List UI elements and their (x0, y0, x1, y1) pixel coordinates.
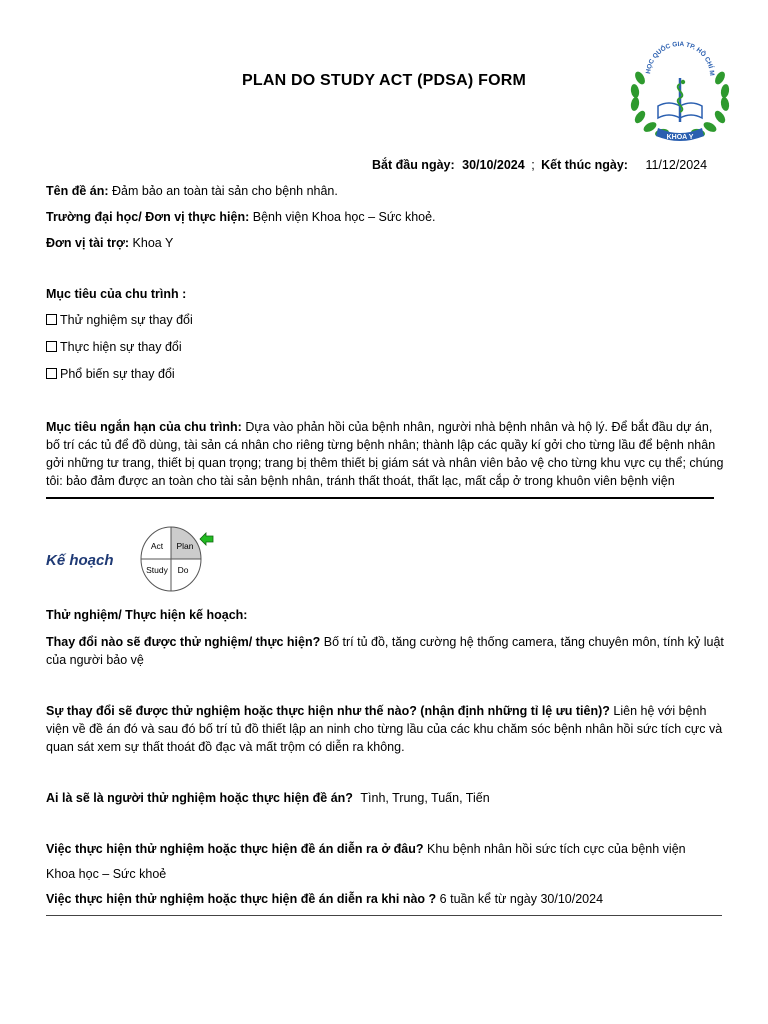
cycle-goal-label: Mục tiêu của chu trình : (46, 287, 187, 301)
short-term-goal (46, 418, 724, 490)
checkbox-test-change[interactable] (46, 314, 57, 325)
pdsa-do-label: Do (177, 565, 189, 575)
option-label: Phổ biến sự thay đổi (60, 367, 175, 381)
logo-arc-text: HỌC QUỐC GIA TP. HỒ CHÍ M (645, 40, 716, 77)
question-answer: Tình, Trung, Tuấn, Tiến (360, 791, 490, 805)
pdsa-cycle-diagram (140, 522, 218, 594)
project-name-label: Tên đề án: (46, 184, 109, 198)
sponsor-label: Đơn vị tài trợ: (46, 236, 130, 250)
question-where (46, 842, 686, 856)
start-date-label: Bắt đầu ngày: (372, 158, 455, 172)
project-name-value: Đảm bảo an toàn tài sản cho bệnh nhân. (112, 184, 338, 198)
page-title: PLAN DO STUDY ACT (PDSA) FORM (241, 72, 527, 89)
date-range (372, 158, 707, 172)
question-when (46, 892, 603, 906)
checkbox-implement-change[interactable] (46, 341, 57, 352)
date-separator: ; (531, 158, 535, 172)
school-value: Bệnh viện Khoa học – Sức khoẻ. (252, 210, 436, 224)
question-answer: Liên hệ với bệnh viện về đề án đó và sau đó bố trí tủ đồ thiết lập an ninh cho từng lầu của các khu chăm sóc bệnh nhân hồi sức tích cực và quan sát xem sự thất thoát đồ đạc và mất trộm có diễn ra không. (46, 704, 723, 754)
question-label: Sự thay đổi sẽ được thử nghiệm hoặc thực hiện như thế nào? (nhận định những tỉ lệ ưu tiên)? (46, 704, 610, 718)
test-plan-label: Thử nghiệm/ Thực hiện kế hoạch: (46, 608, 248, 622)
question-answer: Khu bệnh nhân hồi sức tích cực của bệnh viện (427, 842, 686, 856)
pdsa-plan-label: Plan (176, 541, 194, 551)
school-row (46, 210, 436, 224)
pdsa-study-label: Study (146, 565, 168, 575)
svg-text:ĐẠI HỌC QUỐC GIA TP. HỒ CHÍ MI (628, 36, 716, 76)
option-test-change[interactable] (46, 313, 193, 327)
bottom-divider (46, 915, 722, 916)
start-date-value: 30/10/2024 (462, 158, 525, 172)
question-answer: Bố trí tủ đồ, tăng cường hệ thống camera, tăng chuyên môn, tính kỷ luật của người bảo vệ (46, 635, 724, 667)
university-logo (628, 36, 732, 148)
short-term-text: Dựa vào phản hồi của bệnh nhân, người nhà bệnh nhân và hộ lý. Để bắt đầu dự án, bố trí các tủ để đồ dùng, tài sản cá nhân cho riêng từng bệnh nhân; thành lập các quầy kí gởi cho từng lầu để bệnh nhân gởi những tư trang, thiết bị quan trọng; trang bị thêm thiết bị giám sát và nhân viên bảo vệ cho từng khu vực cụ thể; chúng tôi: bảo đảm được an toàn cho tài sản bệnh nhân, tránh thất thoát, thất lạc, mất cắp ở trong khuôn viên bệnh viện (46, 420, 724, 488)
pdsa-act-label: Act (150, 541, 164, 551)
option-label: Thực hiện sự thay đổi (60, 340, 182, 354)
short-term-label: Mục tiêu ngắn hạn của chu trình: (46, 420, 242, 434)
question-answer: 6 tuần kể từ ngày 30/10/2024 (439, 892, 604, 906)
question-label: Ai là sẽ là người thử nghiệm hoặc thực hiện đề án? (46, 791, 353, 805)
end-date-value: 11/12/2024 (645, 158, 708, 172)
checkbox-spread-change[interactable] (46, 368, 57, 379)
option-spread-change[interactable] (46, 367, 175, 381)
question-label: Thay đổi nào sẽ được thử nghiệm/ thực hiện? (46, 635, 321, 649)
option-label: Thử nghiệm sự thay đổi (60, 313, 193, 327)
sponsor-value: Khoa Y (132, 236, 174, 250)
question-label: Việc thực hiện thử nghiệm hoặc thực hiện đề án diễn ra ở đâu? (46, 842, 424, 856)
sponsor-row (46, 236, 173, 250)
logo-banner-text: KHOA Y (666, 134, 694, 141)
section-divider (46, 497, 714, 499)
green-arrow-icon (200, 533, 213, 545)
question-how-change (46, 702, 724, 756)
school-label: Trường đại học/ Đơn vị thực hiện: (46, 210, 250, 224)
plan-heading: Kế hoạch (46, 552, 114, 569)
question-where-continued: Khoa học – Sức khoẻ (46, 867, 167, 881)
option-implement-change[interactable] (46, 340, 182, 354)
question-who (46, 791, 490, 805)
question-what-change (46, 633, 724, 669)
end-date-label: Kết thúc ngày: (541, 158, 628, 172)
question-label: Việc thực hiện thử nghiệm hoặc thực hiện đề án diễn ra khi nào ? (46, 892, 437, 906)
project-name-row (46, 184, 338, 198)
